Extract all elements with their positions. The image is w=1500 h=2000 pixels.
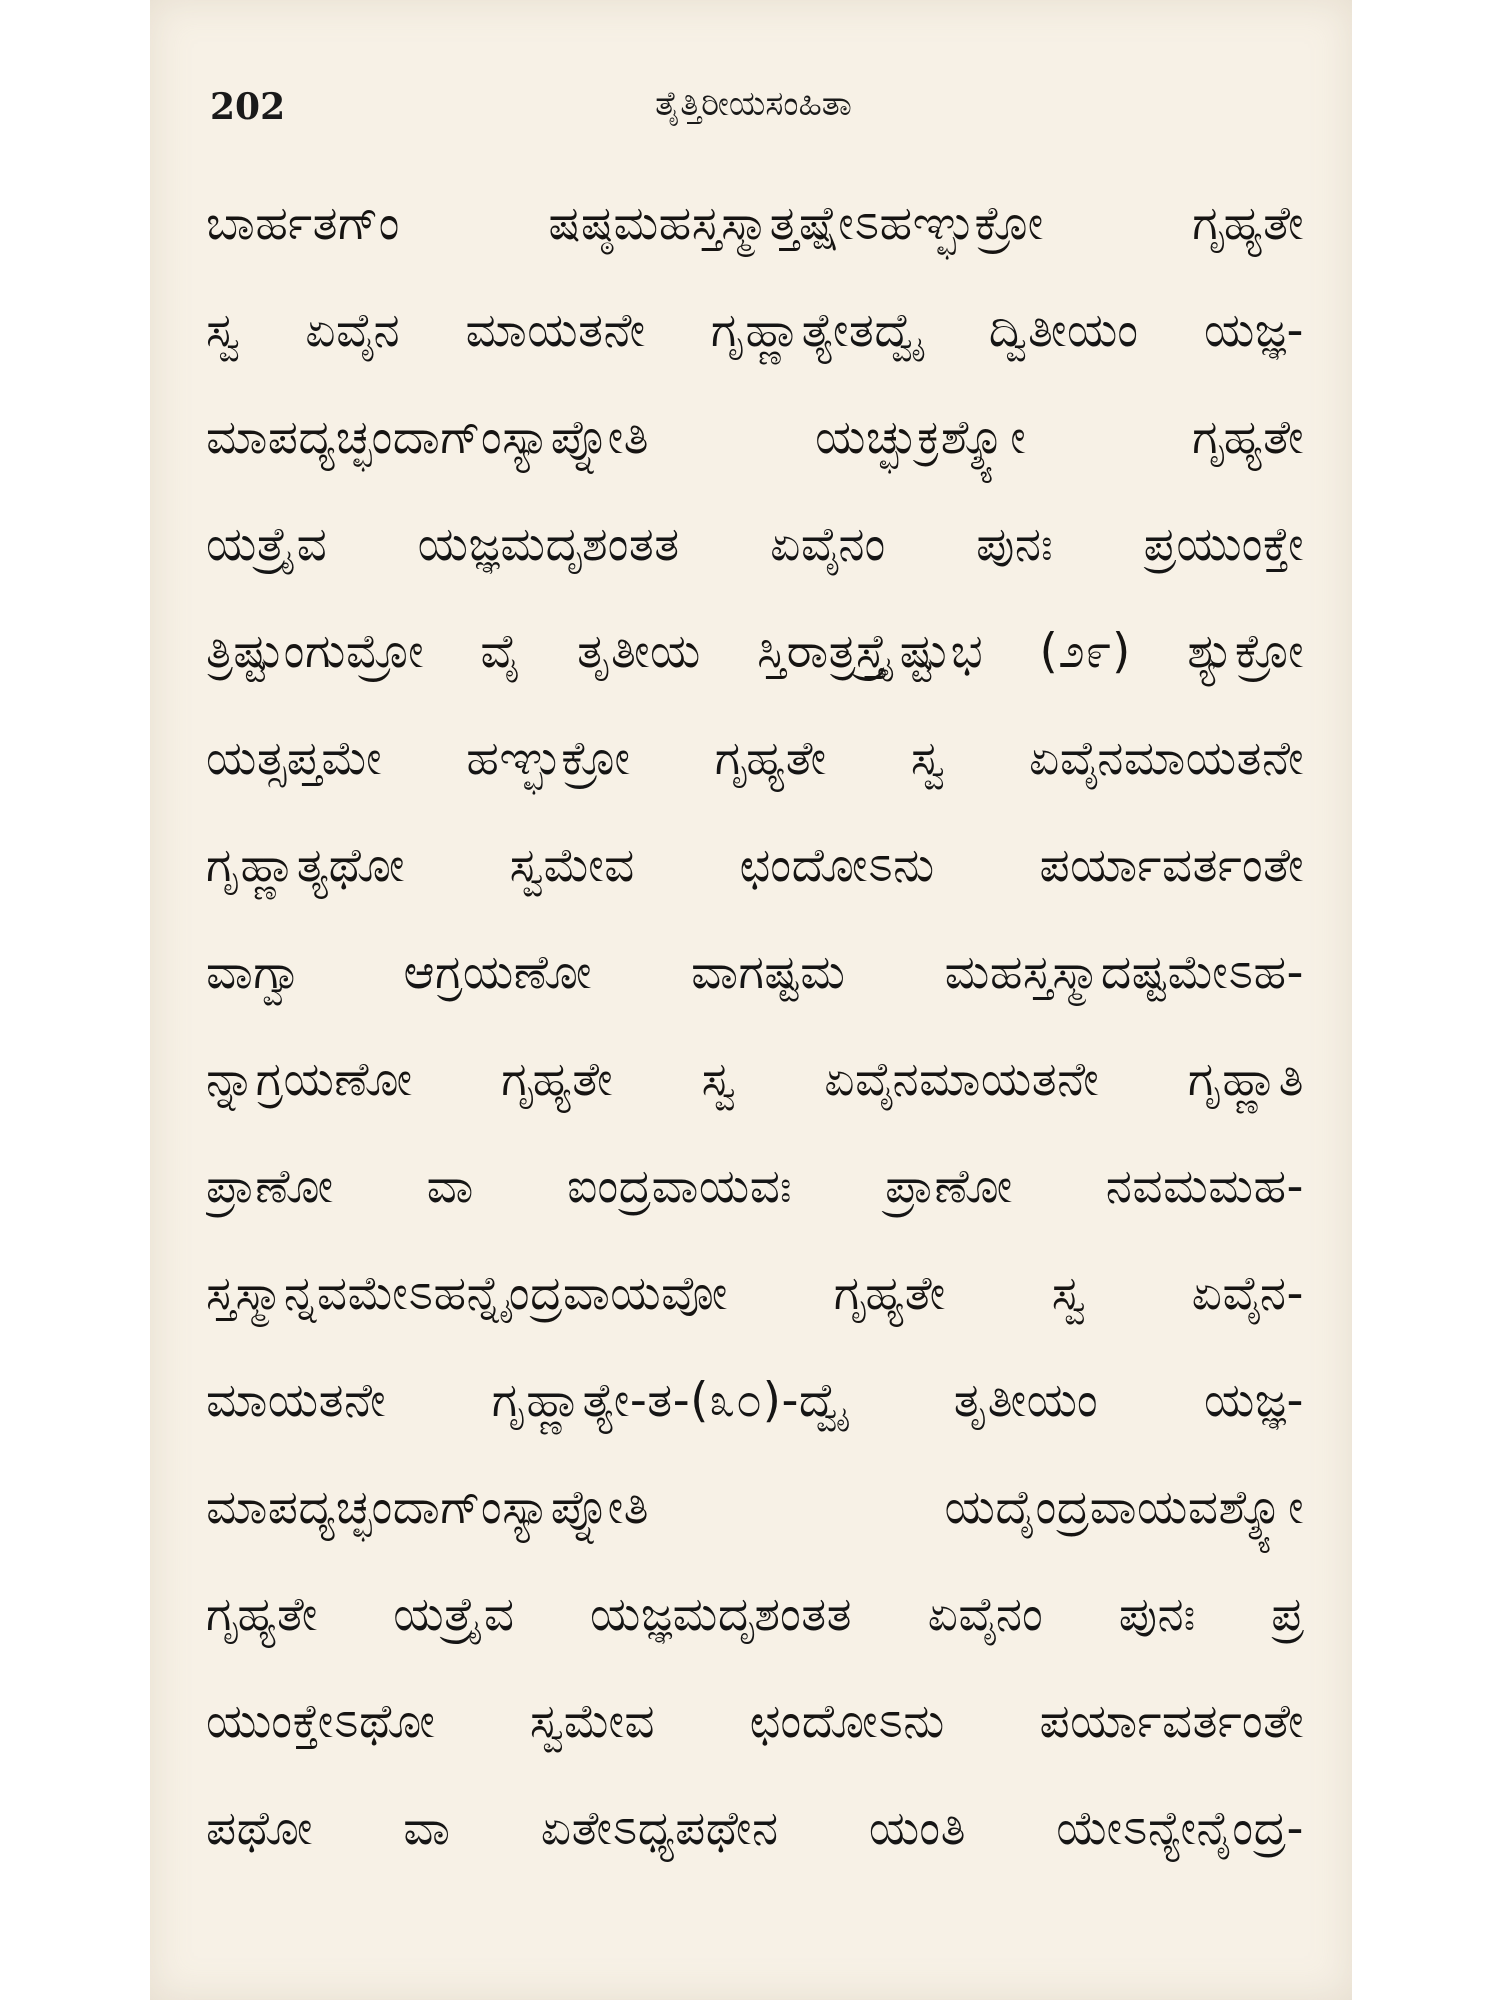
verse-line: ಗೃಹ್ಣಾತ್ಯಥೋ ಸ್ವಮೇವ ಛಂದೋಽನು ಪರ್ಯಾವರ್ತಂತೇ bbox=[206, 838, 1304, 893]
verse-line: ಮಾಪದ್ಯಚ್ಛಂದಾಗ್ಂಸ್ಯಾಪ್ನೋತಿ ಯದೈಂದ್ರವಾಯವಶ್ಶ್ಯೋ bbox=[206, 1480, 1304, 1535]
verse-line: ಪ್ರಾಣೋ ವಾ ಐಂದ್ರವಾಯವಃ ಪ್ರಾಣೋ ನವಮಮಹ- bbox=[206, 1159, 1304, 1214]
book-page bbox=[150, 0, 1352, 2000]
verse-line: ಮಾಯತನೇ ಗೃಹ್ಣಾತ್ಯೇ-ತ-(೩೦)-ದ್ವೈ ತೃತೀಯಂ ಯಜ್ಞ- bbox=[206, 1373, 1304, 1428]
verse-line: ಗೃಹ್ಯತೇ ಯತ್ರೈವ ಯಜ್ಞಮದೃಶಂತತ ಏವೈನಂ ಪುನಃ ಪ್ರ bbox=[206, 1587, 1304, 1642]
verse-line: ಯತ್ರೈವ ಯಜ್ಞಮದೃಶಂತತ ಏವೈನಂ ಪುನಃ ಪ್ರಯುಂಕ್ತೇ bbox=[206, 517, 1304, 572]
verse-line: ಯುಂಕ್ತೇಽಥೋ ಸ್ವಮೇವ ಛಂದೋಽನು ಪರ್ಯಾವರ್ತಂತೇ bbox=[206, 1694, 1304, 1749]
verse-line: ಬಾರ್ಹತಗ್ಂ ಷಷ್ಠಮಹಸ್ತಸ್ಮಾತ್ತಷ್ಷೇಽಹಞ್ಛುಕ್ರೋ ಗೃಹ್ಯತೇ bbox=[206, 196, 1304, 251]
verse-text-block bbox=[206, 188, 1304, 1900]
verse-line: ಯತ್ಸಪ್ತಮೇ ಹಞ್ಛುಕ್ರೋ ಗೃಹ್ಯತೇ ಸ್ವ ಏವೈನಮಾಯತನೇ bbox=[206, 731, 1304, 786]
verse-line: ಮಾಪದ್ಯಚ್ಛಂದಾಗ್ಂಸ್ಯಾಪ್ನೋತಿ ಯಚ್ಛುಕ್ರಶ್ಶ್ಯೋ ಗೃಹ್ಯತೇ bbox=[206, 410, 1304, 465]
verse-line: ಪಥೋ ವಾ ಏತೇಽಧ್ಯಪಥೇನ ಯಂತಿ ಯೇಽನ್ಯೇನೈಂದ್ರ- bbox=[206, 1801, 1304, 1856]
verse-line: ಸ್ತಸ್ಮಾನ್ನವಮೇಽಹನ್ನೈಂದ್ರವಾಯವೋ ಗೃಹ್ಯತೇ ಸ್ವ ಏವೈನ- bbox=[206, 1266, 1304, 1321]
running-title: ತೈತ್ತಿರೀಯಸಂಹಿತಾ bbox=[655, 84, 852, 124]
verse-line: ವಾಗ್ವಾ ಆಗ್ರಯಣೋ ವಾಗಷ್ಟಮ ಮಹಸ್ತಸ್ಮಾದಷ್ಟಮೇಽಹ- bbox=[206, 945, 1304, 1000]
verse-line: ಸ್ವ ಏವೈನ ಮಾಯತನೇ ಗೃಹ್ಣಾತ್ಯೇತದ್ವೈ ದ್ವಿತೀಯಂ ಯಜ್ಞ- bbox=[206, 303, 1304, 358]
page-number: 202 bbox=[210, 86, 286, 128]
page-header bbox=[210, 80, 1297, 140]
verse-line: ತ್ರಿಷ್ಟುಂಗುಮ್ರೋ ವೈ ತೃತೀಯ ಸ್ತಿರಾತ್ರಸ್ತ್ರೈಷ್ಟುಭ (೨೯) ಶ್ಯುಕ್ರೋ bbox=[206, 624, 1304, 679]
verse-line: ನ್ನಾಗ್ರಯಣೋ ಗೃಹ್ಯತೇ ಸ್ವ ಏವೈನಮಾಯತನೇ ಗೃಹ್ಣಾತಿ bbox=[206, 1052, 1304, 1107]
